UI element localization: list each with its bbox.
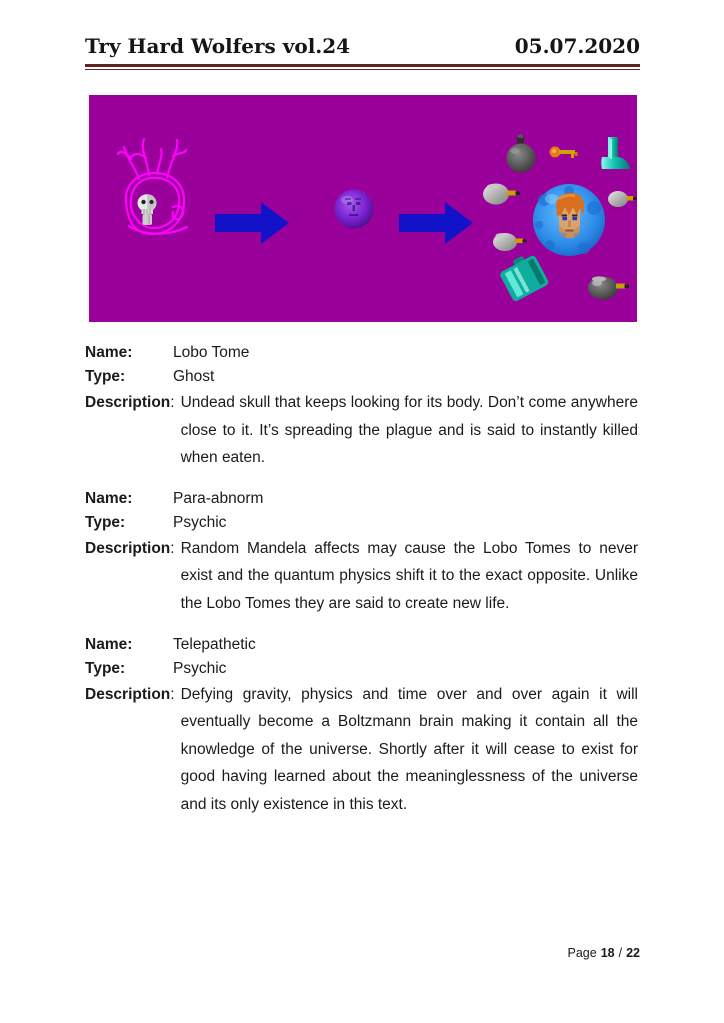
entry-type-value: Psychic (173, 513, 227, 531)
entry-description-value: Undead skull that keeps looking for its body. Don’t come anywhere close to it. It’s spreading the plague and is said to instantly killed when eaten. (180, 394, 638, 467)
sprite-figure (89, 95, 637, 322)
entry-description-value: Random Mandela affects may cause the Lobo Tomes to never exist and the quantum physics shift it to the exact opposite. Unlike the Lobo Tomes they are said to create new life. (180, 539, 638, 612)
entry-description-row (85, 681, 638, 819)
name-label: Name: (85, 344, 133, 361)
entry-name-value: Para-abnorm (173, 489, 264, 507)
entry-type-value: Ghost (173, 368, 215, 385)
blue-orb-face-sprite (533, 184, 605, 256)
description-label: Description: (85, 539, 175, 557)
entry-type-row (85, 657, 638, 681)
page-label: Page (567, 946, 597, 960)
page-header (0, 0, 724, 70)
doc-title: Try Hard Wolfers vol.24 (85, 34, 351, 58)
doc-date: 05.07.2020 (514, 34, 640, 58)
type-label: Type: (85, 513, 126, 531)
page-number: 18 (600, 946, 615, 960)
entry-name-row (85, 487, 638, 511)
entry-name-value: Lobo Tome (173, 344, 250, 361)
total-pages: 22 (626, 946, 640, 960)
page-number-footer (568, 946, 641, 960)
page-separator: / (618, 946, 623, 960)
entry-description-row (85, 535, 638, 618)
entry-para-abnorm (85, 487, 638, 618)
entry-name-row (85, 633, 638, 657)
entry-description-value: Defying gravity, physics and time over and over again it will eventually become a Boltzmann brain making it contain all the knowledge of the universe. Shortly after it will cease to exist for good having learned about the meaninglessness of the universe and its only existence in this text. (180, 685, 638, 813)
name-label: Name: (85, 635, 133, 653)
header-rule (85, 64, 640, 70)
entry-telepathetic (85, 633, 638, 819)
description-label: Description: (85, 394, 175, 411)
type-label: Type: (85, 659, 126, 677)
entry-name-row (85, 341, 638, 365)
entry-type-row (85, 365, 638, 389)
entry-lobo-tome (85, 341, 638, 472)
entry-type-value: Psychic (173, 659, 227, 677)
entry-type-row (85, 511, 638, 535)
entry-description-row (85, 389, 638, 472)
name-label: Name: (85, 489, 133, 507)
description-label: Description: (85, 685, 175, 703)
type-label: Type: (85, 368, 126, 385)
entry-name-value: Telepathetic (173, 635, 256, 653)
entry-list (0, 322, 724, 819)
purple-orb-face-sprite (335, 190, 374, 229)
